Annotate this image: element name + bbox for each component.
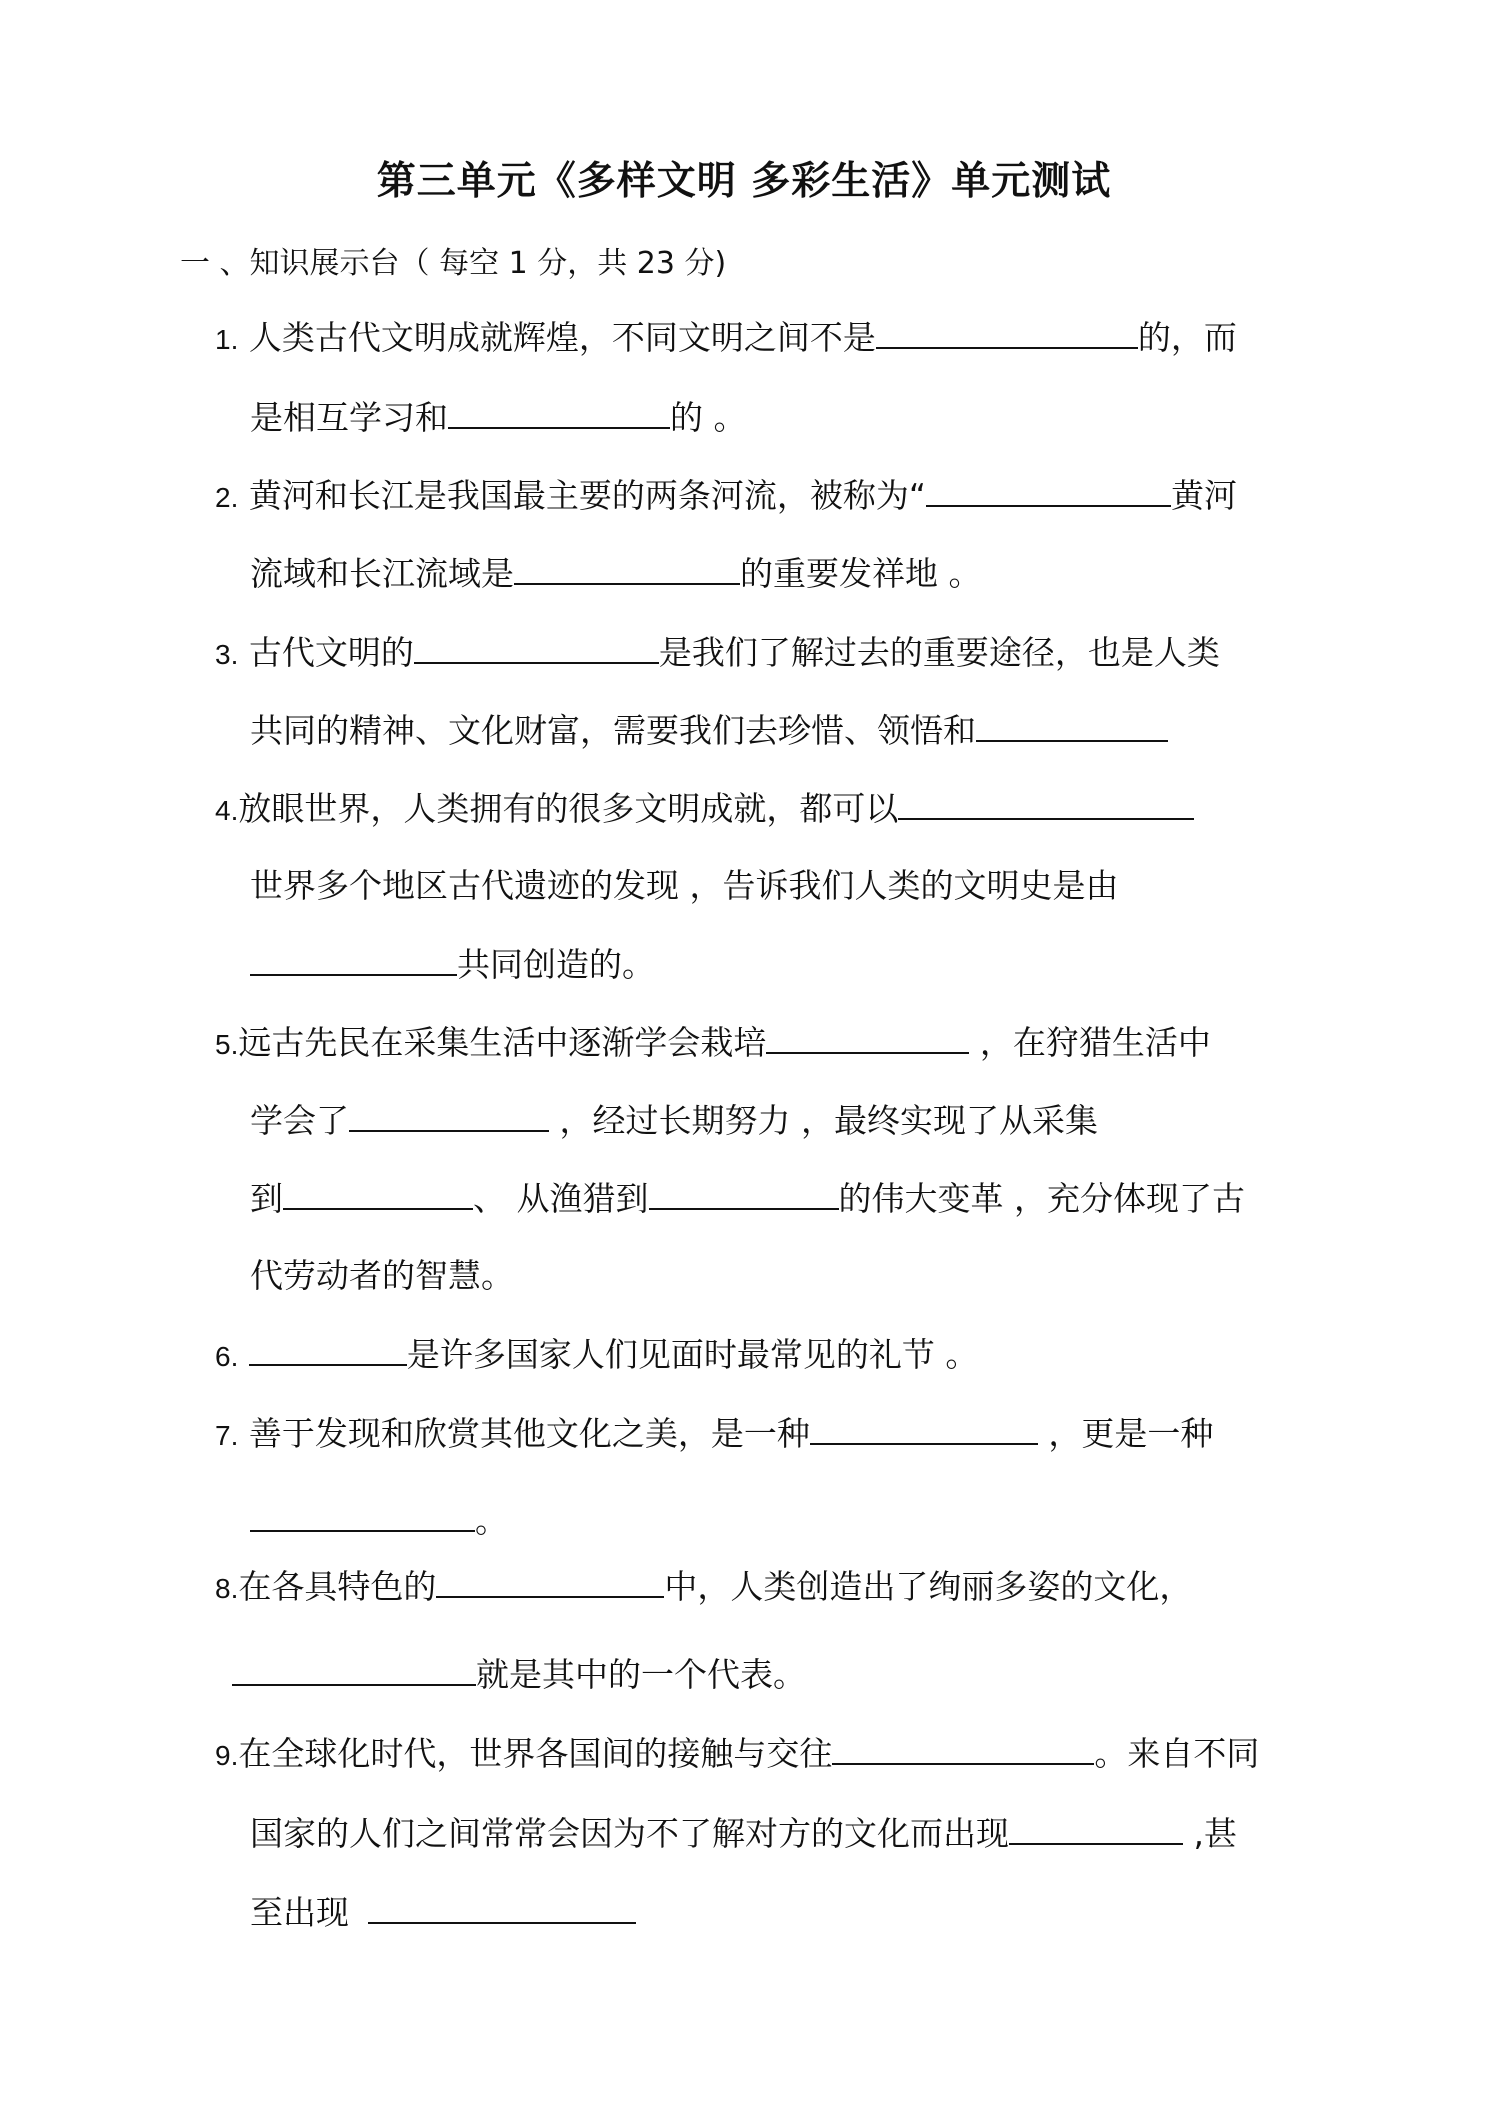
question-number: 1. — [215, 324, 239, 355]
question-text: ，在狩猎生活中 — [969, 1023, 1211, 1062]
question-text: 、 从渔猎到 — [473, 1179, 649, 1218]
question-6-line-1 — [215, 1334, 978, 1377]
answer-blank[interactable] — [249, 1334, 407, 1366]
question-5-line-1 — [215, 1022, 1211, 1065]
question-text: 的，而 — [1137, 318, 1237, 357]
question-number: 2. — [215, 482, 239, 513]
question-text: 是我们了解过去的重要途径，也是人类 — [658, 633, 1220, 672]
answer-blank[interactable] — [876, 317, 1138, 349]
question-text: 黄河和长江是我国最主要的两条河流，被称为“ — [248, 476, 926, 515]
question-4-line-2 — [250, 866, 1119, 906]
question-text: ，经过长期努力 ，最终实现了从采集 — [549, 1101, 1098, 1140]
question-number: 4. — [215, 795, 239, 826]
question-text: 的重要发祥地 。 — [740, 554, 982, 593]
question-8-line-1 — [215, 1566, 1192, 1609]
answer-blank[interactable] — [1009, 1813, 1183, 1845]
question-text: ,甚 — [1183, 1814, 1237, 1853]
question-number: 9. — [215, 1740, 239, 1771]
answer-blank[interactable] — [976, 710, 1168, 742]
question-4-line-1 — [215, 788, 1194, 831]
question-text: 代劳动者的智慧。 — [250, 1256, 514, 1295]
question-text: 国家的人们之间常常会因为不了解对方的文化而出现 — [250, 1814, 1009, 1853]
question-text: 到 — [250, 1179, 283, 1218]
question-text: 放眼世界，人类拥有的很多文明成就，都可以 — [238, 789, 899, 828]
question-1-line-1 — [215, 317, 1237, 360]
question-text: 人类古代文明成就辉煌，不同文明之间不是 — [248, 318, 876, 357]
question-text: 。来自不同 — [1094, 1734, 1260, 1773]
answer-blank[interactable] — [349, 1100, 549, 1132]
question-text: 共同的精神、文化财富，需要我们去珍惜、领悟和 — [250, 711, 976, 750]
answer-blank[interactable] — [810, 1413, 1038, 1445]
answer-blank[interactable] — [832, 1733, 1094, 1765]
question-text: 学会了 — [250, 1101, 349, 1140]
question-2-line-1 — [215, 475, 1237, 518]
question-text: 。 — [475, 1501, 508, 1540]
question-text: 黄河 — [1170, 476, 1237, 515]
question-text: 在全球化时代，世界各国间的接触与交往 — [238, 1734, 833, 1773]
question-text: 流域和长江流域是 — [250, 554, 514, 593]
question-9-line-3 — [250, 1892, 636, 1933]
question-5-line-4 — [250, 1256, 514, 1296]
question-number: 3. — [215, 639, 239, 670]
answer-blank[interactable] — [283, 1178, 473, 1210]
question-number: 7. — [215, 1420, 239, 1451]
question-text: 就是其中的一个代表。 — [476, 1655, 806, 1694]
question-text: 世界多个地区古代遗迹的发现 ，告诉我们人类的文明史是由 — [250, 866, 1119, 905]
document-title: 第三单元《多样文明 多彩生活》单元测试 — [376, 159, 1112, 204]
question-7-line-1 — [215, 1413, 1213, 1456]
question-text: 是相互学习和 — [250, 398, 448, 437]
question-5-line-3 — [250, 1178, 1245, 1219]
question-text: 的伟大变革 ，充分体现了古 — [838, 1179, 1245, 1218]
question-8-line-2 — [232, 1654, 806, 1695]
question-number: 8. — [215, 1573, 239, 1604]
question-text: 在各具特色的 — [238, 1567, 437, 1606]
answer-blank[interactable] — [232, 1654, 476, 1686]
question-9-line-1 — [215, 1733, 1259, 1776]
answer-blank[interactable] — [514, 553, 740, 585]
question-text: ，更是一种 — [1037, 1414, 1214, 1453]
question-text: 的 。 — [670, 398, 747, 437]
question-5-line-2 — [250, 1100, 1098, 1141]
question-1-line-2 — [250, 397, 747, 438]
answer-blank[interactable] — [436, 1566, 664, 1598]
question-number: 6. — [215, 1341, 239, 1372]
answer-blank[interactable] — [448, 397, 670, 429]
answer-blank[interactable] — [250, 1500, 475, 1532]
answer-blank[interactable] — [898, 788, 1194, 820]
question-text: 远古先民在采集生活中逐渐学会栽培 — [238, 1023, 767, 1062]
section-heading: 一 、知识展示台（ 每空 1 分，共 23 分) — [180, 246, 727, 281]
answer-blank[interactable] — [766, 1022, 969, 1054]
question-4-line-3 — [250, 944, 655, 985]
question-text: 中，人类创造出了绚丽多姿的文化， — [664, 1567, 1193, 1606]
answer-blank[interactable] — [649, 1178, 839, 1210]
question-text: 至出现 — [250, 1893, 360, 1932]
question-number: 5. — [215, 1029, 239, 1060]
question-9-line-2 — [250, 1813, 1237, 1854]
answer-blank[interactable] — [926, 475, 1171, 507]
question-text: 是许多国家人们见面时最常见的礼节 。 — [406, 1335, 979, 1374]
question-7-line-2 — [250, 1500, 508, 1541]
question-text: 古代文明的 — [248, 633, 414, 672]
answer-blank[interactable] — [368, 1892, 636, 1924]
question-text: 善于发现和欣赏其他文化之美，是一种 — [248, 1414, 810, 1453]
question-3-line-2 — [250, 710, 1168, 751]
question-text: 共同创造的。 — [457, 945, 655, 984]
answer-blank[interactable] — [414, 632, 659, 664]
question-3-line-1 — [215, 632, 1220, 675]
answer-blank[interactable] — [250, 944, 457, 976]
question-2-line-2 — [250, 553, 982, 594]
